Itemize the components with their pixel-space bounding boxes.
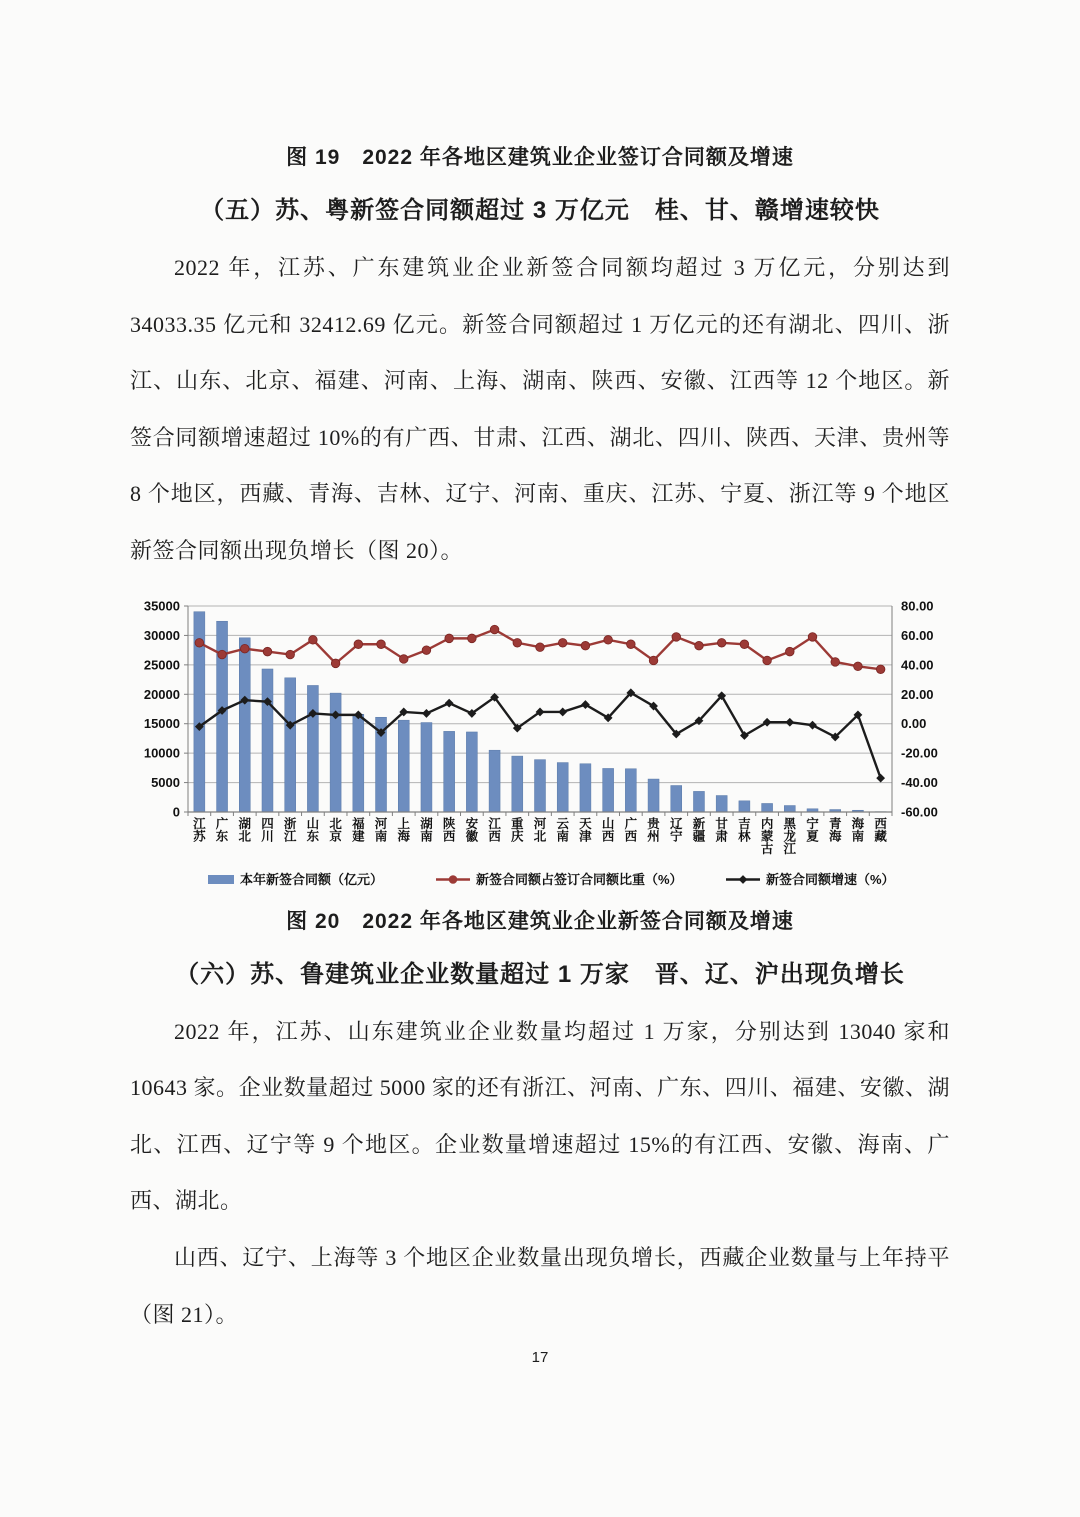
svg-text:陕西: 陕西	[442, 816, 456, 844]
svg-text:内蒙古: 内蒙古	[760, 816, 774, 856]
svg-text:本年新签合同额（亿元）: 本年新签合同额（亿元）	[240, 871, 384, 887]
svg-text:云南: 云南	[556, 816, 569, 844]
svg-text:西藏: 西藏	[874, 816, 887, 844]
svg-text:40.00: 40.00	[901, 656, 934, 672]
svg-text:北京: 北京	[329, 816, 342, 844]
section6-paragraph-2: 山西、辽宁、上海等 3 个地区企业数量出现负增长，西藏企业数量与上年持平（图 21）。	[130, 1244, 950, 1327]
svg-text:20000: 20000	[143, 686, 180, 702]
svg-text:江苏: 江苏	[193, 816, 206, 844]
svg-text:5000: 5000	[151, 774, 180, 790]
svg-text:山东: 山东	[306, 816, 320, 844]
svg-text:-20.00: -20.00	[901, 745, 938, 761]
svg-text:新疆: 新疆	[692, 816, 706, 844]
svg-text:重庆: 重庆	[511, 816, 524, 844]
svg-text:河北: 河北	[533, 816, 547, 844]
svg-text:新签合同额占签订合同额比重（%）: 新签合同额占签订合同额比重（%）	[476, 871, 683, 887]
svg-text:-60.00: -60.00	[901, 804, 938, 820]
svg-text:湖南: 湖南	[420, 816, 433, 844]
svg-text:江西: 江西	[488, 816, 501, 844]
svg-text:20.00: 20.00	[901, 686, 934, 702]
svg-text:0.00: 0.00	[901, 715, 927, 731]
x-axis-labels	[192, 816, 887, 856]
svg-text:30000: 30000	[143, 627, 180, 643]
svg-text:四川: 四川	[261, 816, 274, 844]
svg-text:山西: 山西	[601, 816, 615, 844]
svg-text:青海: 青海	[828, 816, 842, 844]
svg-text:吉林: 吉林	[738, 816, 751, 844]
figure19-caption: 图 19 2022 年各地区建筑业企业签订合同额及增速	[286, 146, 794, 169]
section5-heading: （五）苏、粤新签合同额超过 3 万亿元 桂、甘、赣增速较快	[200, 197, 880, 224]
svg-text:河南: 河南	[374, 816, 388, 844]
svg-text:天津: 天津	[579, 816, 592, 844]
svg-text:广东: 广东	[215, 816, 229, 844]
svg-text:浙江: 浙江	[283, 816, 297, 844]
svg-text:80.00: 80.00	[901, 598, 934, 614]
svg-text:25000: 25000	[143, 656, 180, 672]
section6-paragraph-1: 2022 年，江苏、山东建筑业企业数量均超过 1 万家，分别达到 13040 家和 10643 家。企业数量超过 5000 家的还有浙江、河南、广东、四川、福建、安徽、湖北、江西、辽宁等 9 个地区。企业数量增速超过 15%的有江西、安徽、海南、广西、湖北。	[130, 1018, 950, 1214]
y-axis-left-labels	[144, 598, 180, 819]
svg-text:15000: 15000	[143, 715, 180, 731]
svg-text:宁夏: 宁夏	[806, 816, 819, 844]
svg-text:黑龙江: 黑龙江	[783, 816, 797, 856]
svg-text:新签合同额增速（%）: 新签合同额增速（%）	[766, 871, 895, 887]
combo-chart-svg	[130, 592, 960, 902]
figure20-chart	[130, 592, 950, 902]
svg-text:10000: 10000	[143, 745, 180, 761]
svg-text:福建: 福建	[352, 816, 365, 844]
section5-paragraph: 2022 年，江苏、广东建筑业企业新签合同额均超过 3 万亿元，分别达到 34033.35 亿元和 32412.69 亿元。新签合同额超过 1 万亿元的还有湖北、四川、浙江、山东、北京、福建、河南、上海、湖南、陕西、安徽、江西等 12 个地区。新签合同额增速超过 10%的有广西、甘肃、江西、湖北、四川、陕西、天津、贵州等 8 个地区，西藏、青海、吉林、辽宁、河南、重庆、江苏、宁夏、浙江等 9 个地区新签合同额出现负增长（图 20）。	[130, 255, 950, 563]
svg-text:35000: 35000	[143, 598, 180, 614]
page-number: 17	[531, 1349, 549, 1367]
svg-text:-40.00: -40.00	[901, 774, 938, 790]
chart-legend	[208, 872, 895, 887]
svg-text:广西: 广西	[624, 816, 638, 844]
svg-text:60.00: 60.00	[901, 627, 934, 643]
ratio-line-series	[195, 625, 885, 673]
svg-text:甘肃: 甘肃	[715, 816, 728, 844]
svg-text:上海: 上海	[397, 816, 410, 844]
svg-text:辽宁: 辽宁	[670, 816, 683, 844]
figure20-caption: 图 20 2022 年各地区建筑业企业新签合同额及增速	[286, 909, 794, 933]
section6-heading: （六）苏、鲁建筑业企业数量超过 1 万家 晋、辽、沪出现负增长	[175, 960, 905, 988]
y-axis-right-labels	[901, 598, 938, 819]
svg-text:0: 0	[172, 804, 180, 820]
svg-text:湖北: 湖北	[238, 816, 252, 844]
svg-text:安徽: 安徽	[465, 816, 479, 844]
svg-text:海南: 海南	[851, 816, 865, 844]
svg-text:贵州: 贵州	[647, 816, 660, 844]
